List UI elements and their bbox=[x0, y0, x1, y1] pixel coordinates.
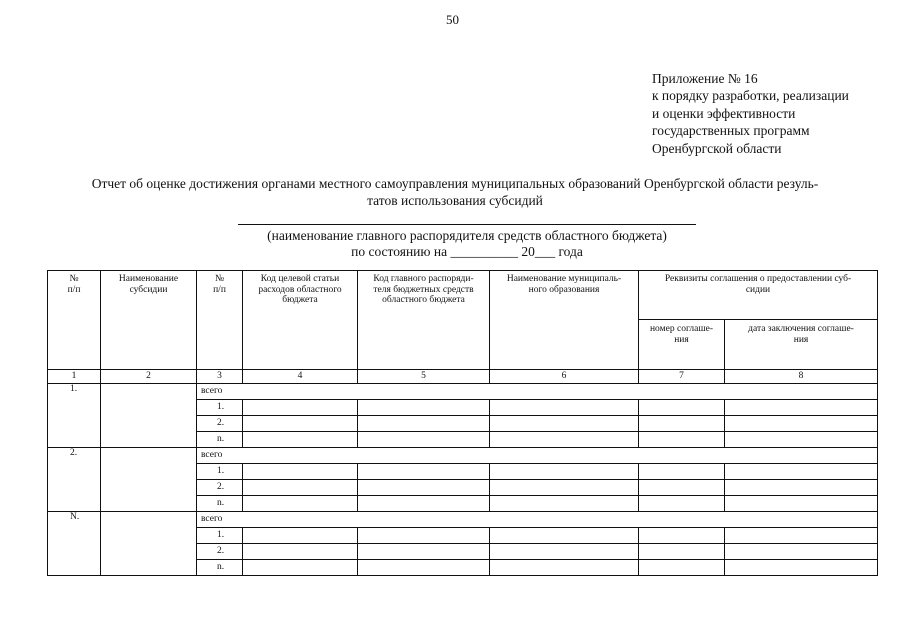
empty-cell bbox=[639, 560, 725, 576]
appendix-line: Приложение № 16 bbox=[652, 71, 758, 86]
empty-cell bbox=[490, 544, 639, 560]
table-row bbox=[48, 384, 878, 400]
empty-cell bbox=[358, 464, 490, 480]
empty-cell bbox=[490, 480, 639, 496]
empty-cell bbox=[639, 464, 725, 480]
row-number: 2. bbox=[197, 480, 243, 496]
empty-cell bbox=[725, 432, 878, 448]
empty-cell bbox=[490, 464, 639, 480]
empty-cell bbox=[490, 432, 639, 448]
empty-cell bbox=[725, 560, 878, 576]
column-number: 3 bbox=[197, 370, 243, 384]
total-label: всего bbox=[197, 384, 878, 400]
header-cell: Код главного распоряди- теля бюджетных средств областного бюджета bbox=[358, 271, 490, 370]
empty-cell bbox=[490, 416, 639, 432]
empty-cell bbox=[243, 528, 358, 544]
subtitle-line: (наименование главного распорядителя средств областного бюджета) bbox=[267, 228, 667, 243]
header-cell: № п/п bbox=[197, 271, 243, 370]
empty-cell bbox=[243, 544, 358, 560]
header-row bbox=[48, 271, 878, 320]
row-number: 1. bbox=[197, 528, 243, 544]
empty-cell bbox=[243, 432, 358, 448]
row-number: 1. bbox=[197, 464, 243, 480]
total-label: всего bbox=[197, 512, 878, 528]
column-number: 7 bbox=[639, 370, 725, 384]
row-number: 2. bbox=[197, 544, 243, 560]
column-number: 5 bbox=[358, 370, 490, 384]
fill-in-line bbox=[238, 224, 696, 225]
empty-cell bbox=[725, 480, 878, 496]
subtitle-date-line: по состоянию на __________ 20___ года bbox=[351, 244, 583, 259]
empty-cell bbox=[725, 464, 878, 480]
empty-cell bbox=[490, 528, 639, 544]
empty-cell bbox=[490, 400, 639, 416]
empty-cell bbox=[725, 528, 878, 544]
empty-cell bbox=[243, 416, 358, 432]
empty-cell bbox=[243, 560, 358, 576]
empty-cell bbox=[358, 432, 490, 448]
empty-cell bbox=[490, 496, 639, 512]
header-cell: Наименование муниципаль- ного образования bbox=[490, 271, 639, 370]
empty-cell bbox=[358, 560, 490, 576]
empty-cell bbox=[639, 496, 725, 512]
empty-cell bbox=[243, 480, 358, 496]
empty-cell bbox=[639, 528, 725, 544]
appendix-line: к порядку разработки, реализации bbox=[652, 88, 849, 104]
header-cell: номер соглаше- ния bbox=[639, 320, 725, 370]
empty-cell bbox=[358, 496, 490, 512]
appendix-line: Оренбургской области bbox=[652, 140, 782, 156]
subsidy-name-cell bbox=[101, 384, 197, 448]
appendix-block bbox=[652, 70, 849, 157]
report-subtitle bbox=[200, 228, 734, 260]
empty-cell bbox=[639, 400, 725, 416]
header-cell: Наименование субсидии bbox=[101, 271, 197, 370]
empty-cell bbox=[725, 400, 878, 416]
empty-cell bbox=[639, 432, 725, 448]
empty-cell bbox=[358, 528, 490, 544]
empty-cell bbox=[639, 416, 725, 432]
table-row bbox=[48, 512, 878, 528]
empty-cell bbox=[243, 400, 358, 416]
empty-cell bbox=[358, 480, 490, 496]
empty-cell bbox=[358, 544, 490, 560]
report-table bbox=[47, 270, 878, 576]
header-cell: Реквизиты соглашения о предоставлении суб- сидии bbox=[639, 271, 878, 320]
row-number: n. bbox=[197, 560, 243, 576]
subsidy-name-cell bbox=[101, 448, 197, 512]
header-cell: дата заключения соглаше- ния bbox=[725, 320, 878, 370]
table-row bbox=[48, 448, 878, 464]
row-number: 1. bbox=[197, 400, 243, 416]
column-number: 1 bbox=[48, 370, 101, 384]
header-cell: № п/п bbox=[48, 271, 101, 370]
row-number: n. bbox=[197, 432, 243, 448]
empty-cell bbox=[358, 416, 490, 432]
group-number: 1. bbox=[48, 384, 101, 448]
row-number: n. bbox=[197, 496, 243, 512]
empty-cell bbox=[639, 480, 725, 496]
header-cell: Код целевой статьи расходов областного бюджета bbox=[243, 271, 358, 370]
report-title: Отчет об оценке достижения органами местного самоуправления муниципальных образований Оренбургской области резуль- татов использования субсидий bbox=[91, 176, 819, 208]
column-number: 2 bbox=[101, 370, 197, 384]
total-label: всего bbox=[197, 448, 878, 464]
empty-cell bbox=[243, 464, 358, 480]
empty-cell bbox=[243, 496, 358, 512]
empty-cell bbox=[490, 560, 639, 576]
empty-cell bbox=[639, 544, 725, 560]
column-number: 4 bbox=[243, 370, 358, 384]
column-number: 8 bbox=[725, 370, 878, 384]
appendix-line: и оценки эффективности bbox=[652, 105, 796, 121]
page-number: 50 bbox=[446, 12, 459, 27]
empty-cell bbox=[725, 544, 878, 560]
group-number: 2. bbox=[48, 448, 101, 512]
appendix-line: государственных программ bbox=[652, 123, 810, 139]
subsidy-name-cell bbox=[101, 512, 197, 576]
empty-cell bbox=[725, 416, 878, 432]
column-numbers-row bbox=[48, 370, 878, 384]
empty-cell bbox=[358, 400, 490, 416]
empty-cell bbox=[725, 496, 878, 512]
column-number: 6 bbox=[490, 370, 639, 384]
row-number: 2. bbox=[197, 416, 243, 432]
group-number: N. bbox=[48, 512, 101, 576]
